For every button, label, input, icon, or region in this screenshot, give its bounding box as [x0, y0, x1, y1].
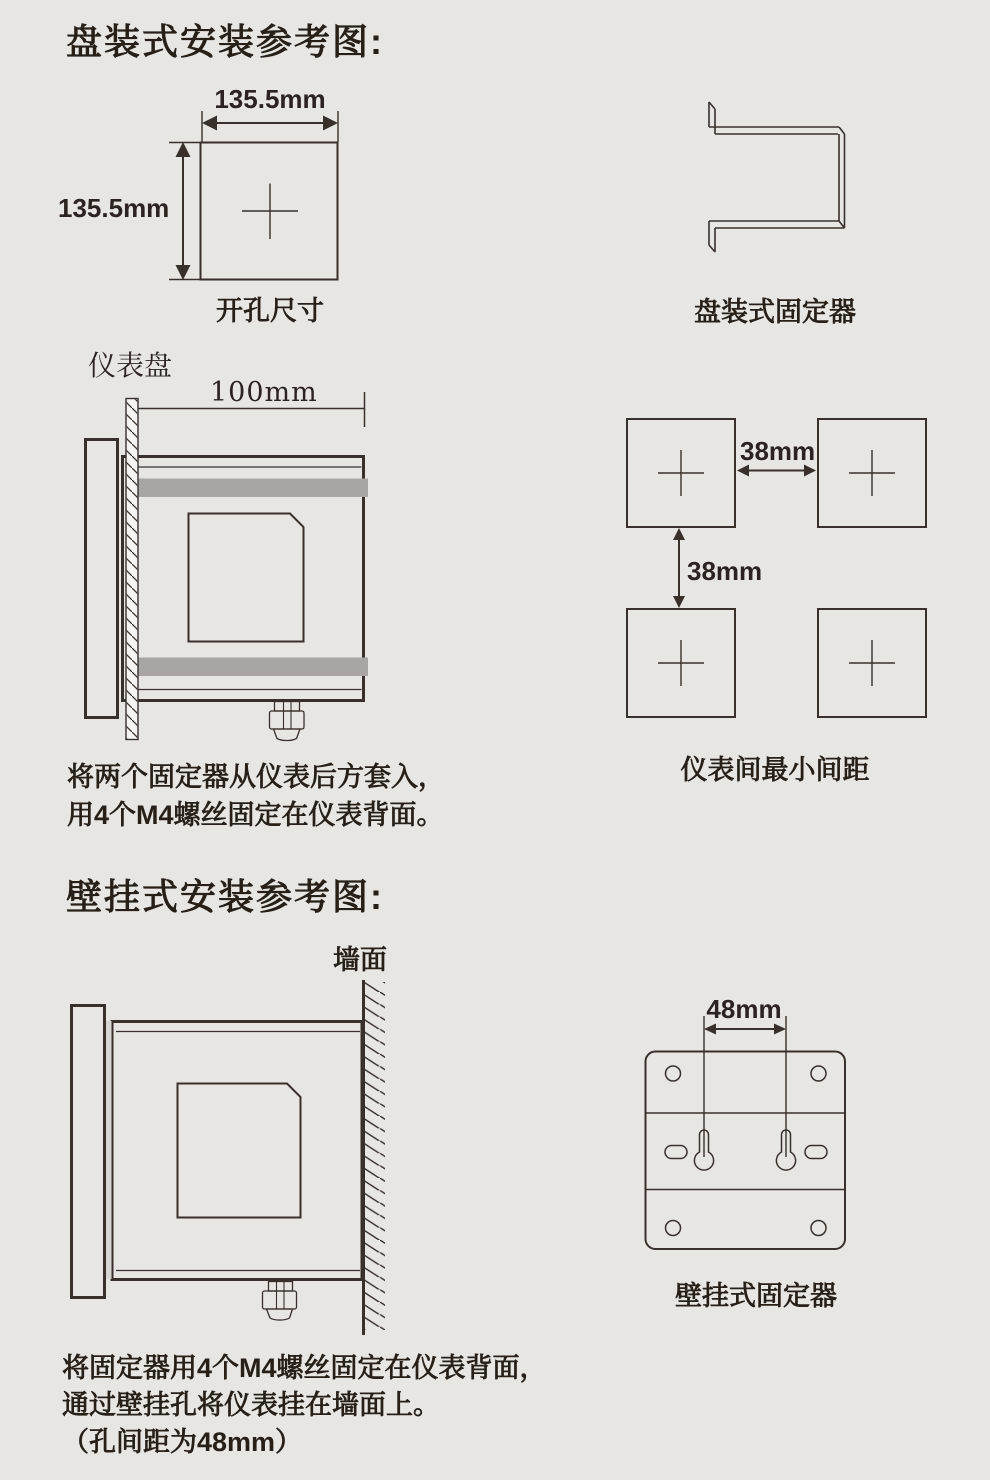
- fixator-bar-bottom: [138, 658, 368, 677]
- front-bezel: [72, 1006, 105, 1298]
- panel-mount-note: [67, 758, 445, 834]
- terminal-cover: [178, 1084, 301, 1218]
- screw-hole: [666, 1221, 681, 1236]
- wall-note-line-3: （孔间距为48mm）: [62, 1427, 303, 1457]
- depth-dimension-label: 100mm: [210, 377, 318, 408]
- wall-note-line-1: 将固定器用4个M4螺丝固定在仪表背面，: [62, 1353, 547, 1383]
- cutout-height-label: 135.5mm: [58, 193, 170, 223]
- plate-hole-spacing-label: 48mm: [706, 994, 782, 1024]
- side-slot: [805, 1146, 827, 1159]
- wall-plate-drawing: [630, 1010, 860, 1260]
- fixator-bar-top: [138, 479, 368, 498]
- vertical-spacing-label: 38mm: [687, 556, 763, 586]
- cable-gland: [263, 1282, 297, 1321]
- wall-note-line-2: 通过壁挂孔将仪表挂在墙面上。: [62, 1390, 440, 1420]
- panel-mount-side-view: [75, 390, 385, 750]
- wall-section-title: 壁挂式安装参考图:: [66, 876, 384, 917]
- hole-spacing-extension-lines: [704, 1016, 786, 1157]
- wall-hatching: [365, 982, 385, 1330]
- wall-mount-side-view: [55, 975, 400, 1340]
- panel-bracket-caption: 盘装式固定器: [694, 297, 856, 327]
- wall-plate-caption: 壁挂式固定器: [675, 1281, 837, 1311]
- instrument-body: [112, 1022, 362, 1280]
- screw-hole: [666, 1066, 681, 1081]
- wall-surface-label: 墙面: [333, 945, 387, 975]
- cutout-caption: 开孔尺寸: [216, 296, 324, 326]
- depth-dimension-line: [138, 392, 365, 427]
- terminal-cover: [189, 514, 304, 642]
- panel-note-line-2: 用4个M4螺丝固定在仪表背面。: [67, 800, 444, 830]
- screw-hole: [811, 1066, 826, 1081]
- side-slot: [665, 1146, 687, 1159]
- horizontal-spacing-label: 38mm: [740, 436, 816, 466]
- panel-section-title: 盘装式安装参考图:: [66, 21, 384, 62]
- screw-hole: [811, 1221, 826, 1236]
- instrument-panel-label: 仪表盘: [88, 349, 173, 382]
- panel-bracket-drawing: [695, 95, 855, 260]
- cutout-width-label: 135.5mm: [214, 84, 326, 114]
- wall-mount-note: [62, 1350, 547, 1461]
- front-bezel: [86, 440, 118, 718]
- panel-cut-strip: [126, 399, 138, 740]
- cable-gland: [270, 702, 305, 741]
- spacing-caption: 仪表间最小间距: [680, 755, 870, 785]
- center-cross: [242, 184, 298, 240]
- panel-note-line-1: 将两个固定器从仪表后方套入，: [67, 762, 445, 792]
